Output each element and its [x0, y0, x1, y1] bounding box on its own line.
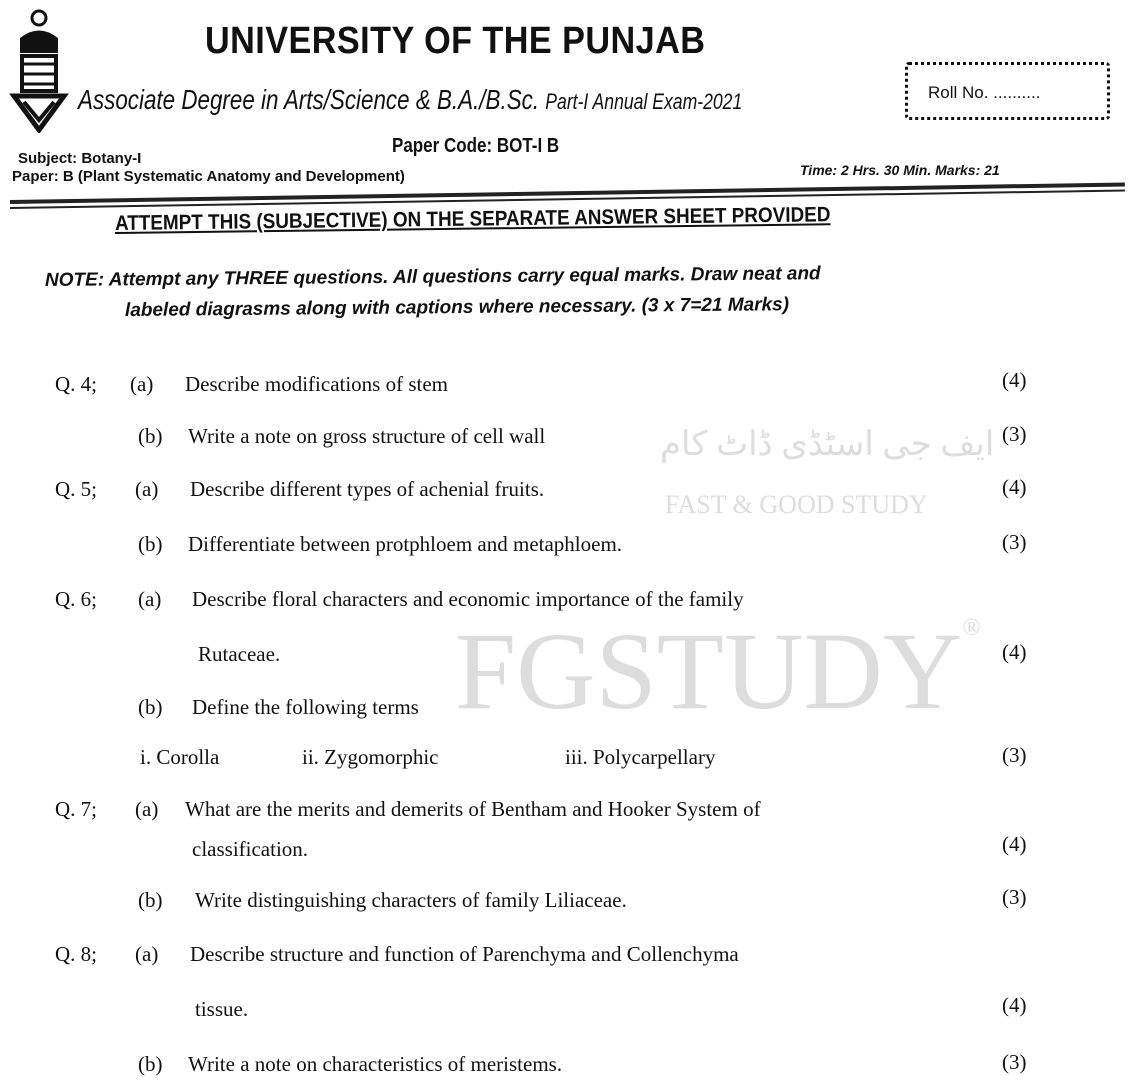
question-text: Write a note on gross structure of cell wall — [188, 424, 546, 448]
exam-text: Part-I Annual Exam-2021 — [545, 89, 743, 114]
paper-label: Paper: B (Plant Systematic Anatomy and Development) — [12, 168, 405, 185]
term-item: ii. Zygomorphic — [302, 745, 439, 769]
marks: (4) — [1002, 993, 1027, 1017]
part-label: (b) — [138, 532, 163, 556]
question-text-continued: tissue. — [195, 997, 249, 1021]
part-label: (a) — [135, 477, 159, 501]
term-item: iii. Polycarpellary — [565, 745, 716, 769]
question-text: Describe different types of achenial fruits. — [190, 477, 545, 501]
marks: (4) — [1002, 475, 1027, 499]
roll-label: Roll No. .......... — [928, 83, 1041, 102]
note-line-1: NOTE: Attempt any THREE questions. All questions carry equal marks. Draw neat and — [44, 263, 821, 291]
question-text: Define the following terms — [192, 695, 419, 719]
part-label: (a) — [130, 372, 154, 396]
part-label: (b) — [138, 424, 163, 448]
question-text: Write a note on characteristics of meristems. — [188, 1052, 563, 1076]
marks: (3) — [1002, 530, 1027, 554]
question-number: Q. 7; — [55, 797, 97, 821]
part-label: (b) — [138, 888, 163, 912]
time-marks: Time: 2 Hrs. 30 Min. Marks: 21 — [800, 162, 1000, 178]
watermark-tagline: FAST & GOOD STUDY — [665, 490, 928, 519]
marks: (4) — [1002, 640, 1027, 664]
marks: (3) — [1002, 1050, 1027, 1074]
roll-number-box — [905, 62, 1110, 120]
watermark-brand-text: FGSTUDY — [455, 610, 963, 732]
subject-label: Subject: Botany-I — [18, 150, 142, 167]
marks: (4) — [1002, 368, 1027, 392]
question-text: Describe structure and function of Parenchyma and Collenchyma — [190, 942, 739, 966]
part-label: (a) — [138, 587, 162, 611]
degree-text: Associate Degree in Arts/Science & B.A./B.Sc. — [78, 84, 540, 115]
question-text: What are the merits and demerits of Bentham and Hooker System of — [185, 797, 761, 821]
university-title: UNIVERSITY OF THE PUNJAB — [205, 20, 706, 62]
part-label: (a) — [135, 942, 159, 966]
question-text: Describe floral characters and economic importance of the family — [192, 587, 744, 611]
question-number: Q. 4; — [55, 372, 97, 396]
question-number: Q. 5; — [55, 477, 97, 501]
part-label: (a) — [135, 797, 159, 821]
marks: (3) — [1002, 743, 1027, 767]
instruction-heading: ATTEMPT THIS (SUBJECTIVE) ON THE SEPARATE ANSWER SHEET PROVIDED — [114, 203, 831, 235]
question-text: Write distinguishing characters of family Liliaceae. — [195, 888, 627, 912]
term-item: i. Corolla — [140, 745, 220, 769]
marks: (3) — [1002, 885, 1027, 909]
question-number: Q. 8; — [55, 942, 97, 966]
watermark-brand — [455, 610, 981, 732]
marks: (3) — [1002, 422, 1027, 446]
watermark-urdu: ایف جی اسٹڈی ڈاٹ کام — [660, 426, 995, 463]
question-text-continued: classification. — [192, 837, 309, 861]
question-text: Describe modifications of stem — [185, 372, 449, 396]
part-label: (b) — [138, 695, 163, 719]
exam-subtitle — [78, 84, 742, 116]
question-number: Q. 6; — [55, 587, 97, 611]
paper-code: Paper Code: BOT-I B — [392, 135, 560, 157]
watermark-reg: ® — [962, 615, 981, 641]
marks: (4) — [1002, 832, 1027, 856]
university-logo — [8, 8, 70, 133]
part-label: (b) — [138, 1052, 163, 1076]
question-text-continued: Rutaceae. — [198, 642, 281, 666]
note-line-2: labeled diagrasms along with captions where necessary. (3 x 7=21 Marks) — [124, 294, 790, 321]
question-text: Differentiate between protphloem and metaphloem. — [188, 532, 623, 556]
